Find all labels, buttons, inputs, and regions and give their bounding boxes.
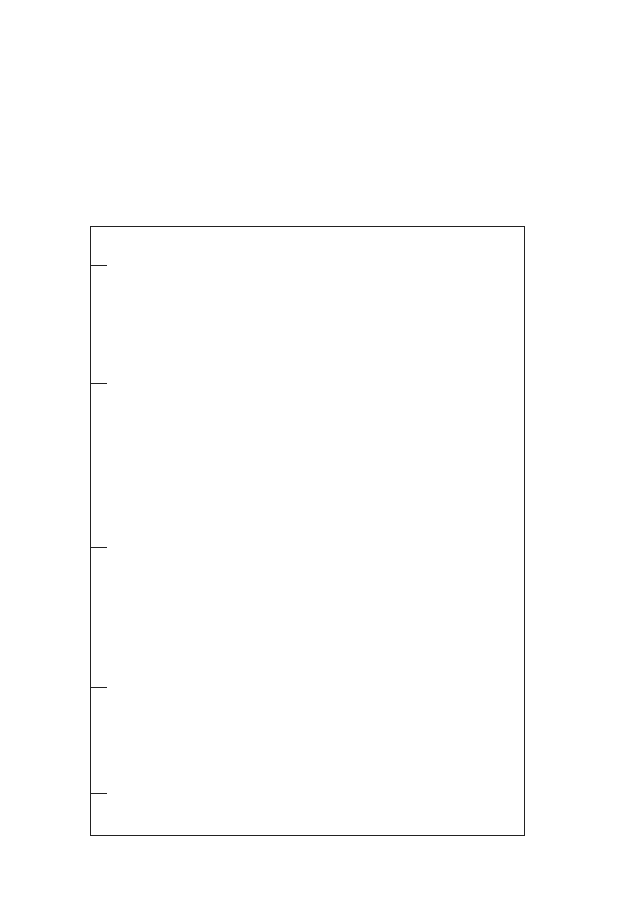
header-type-desc	[90, 266, 107, 384]
table-bottom-border	[524, 226, 525, 836]
table-header	[90, 66, 107, 836]
rotated-table	[90, 66, 525, 836]
header-element	[90, 688, 107, 794]
header-number	[90, 794, 107, 836]
table-right-border	[90, 226, 525, 227]
header-type	[90, 384, 107, 548]
table-left-border	[90, 835, 525, 836]
header-cardinality	[90, 226, 107, 266]
header-element-desc	[90, 548, 107, 688]
